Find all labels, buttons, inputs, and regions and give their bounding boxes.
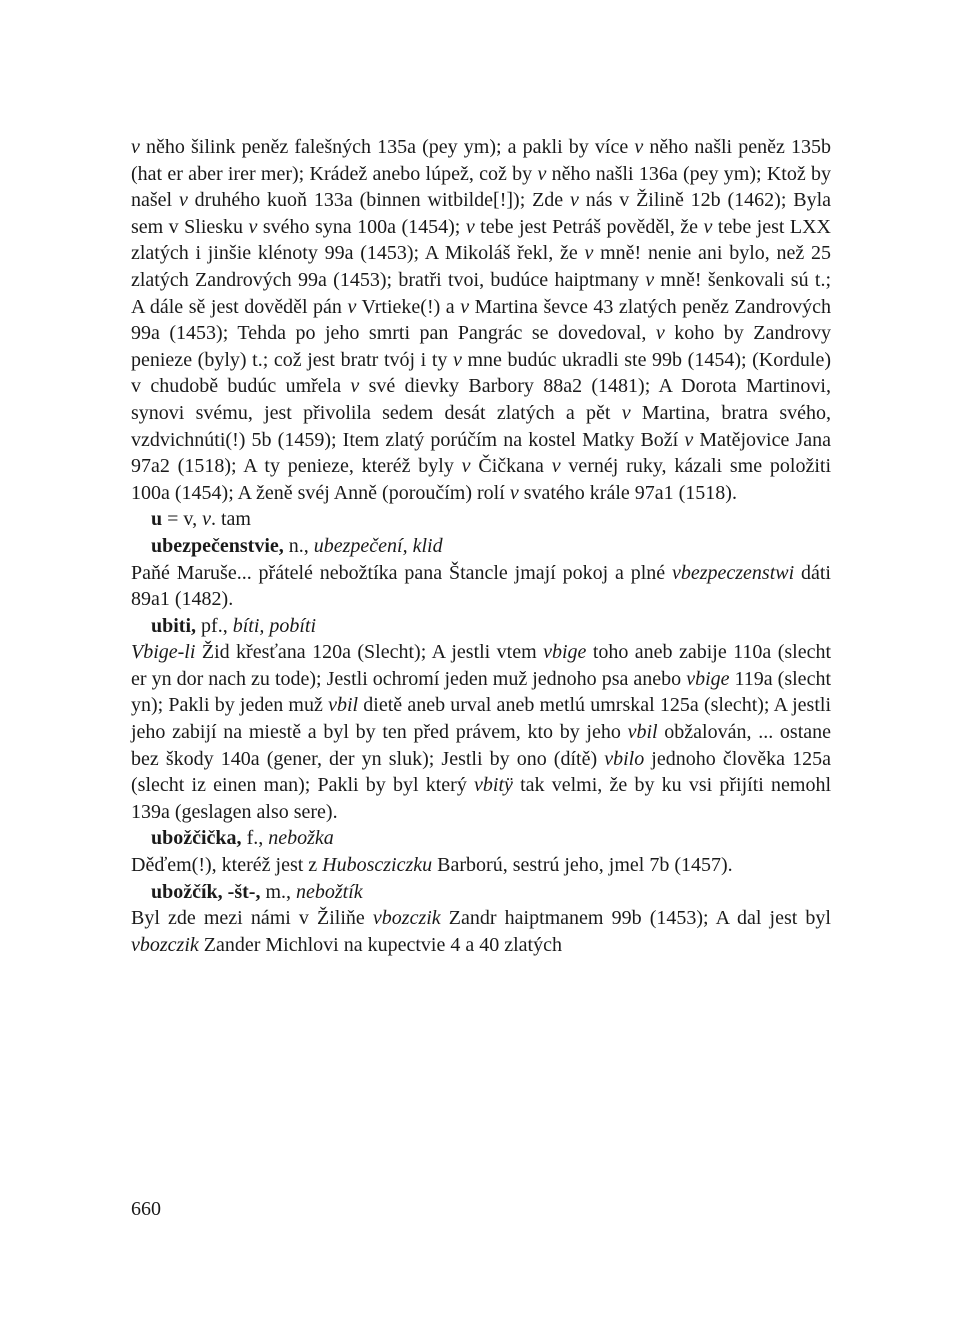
document-page	[131, 134, 831, 958]
dictionary-entries	[131, 506, 831, 958]
italic-text: vbige	[686, 667, 730, 690]
text-run: něho šilink peněz falešných 135a (pey ym); a pakli by více	[139, 136, 635, 158]
headword: ubezpečenstvie,	[151, 534, 284, 557]
grammar-label: = v,	[162, 508, 203, 531]
text-run: Vrtieke(!) a	[356, 295, 461, 318]
text-run: koho by Zandrovy penieze (byly) t.; což jest bratr tvój i ty	[131, 322, 831, 371]
grammar-label: pf.,	[196, 614, 233, 637]
page-number: 660	[131, 1198, 161, 1220]
italic-text: Huboscziczku	[322, 854, 433, 877]
text-run: mně! šenkovali sú t.; A dále sě jest dověděl pán	[131, 268, 832, 318]
entry-heading	[131, 506, 831, 533]
gloss: nebožtík	[296, 880, 363, 903]
grammar-label: f.,	[241, 827, 269, 850]
italic-text: vbezpeczenstwi	[671, 561, 795, 584]
italic-text: v	[460, 295, 470, 318]
text-run: tak velmi, že by ku vsi přijíti nemohl 139a (geslagen also sere).	[131, 774, 831, 823]
text-run: tebe jest Petráš pověděl, že	[474, 215, 704, 238]
italic-text: v	[465, 215, 475, 238]
italic-text: v	[634, 136, 644, 158]
gloss: v	[202, 508, 211, 531]
gloss-tail: . tam	[211, 508, 251, 531]
intro-paragraph	[131, 134, 831, 506]
italic-text: v	[461, 455, 471, 478]
entry-heading	[131, 879, 831, 906]
italic-text: v	[570, 189, 579, 212]
italic-text: v	[621, 401, 631, 424]
text-run: obžalován, ... ostane bez škody 140a (gener, der yn sluk); Jestli by ono (dítě)	[131, 721, 831, 770]
italic-text: vbil	[328, 694, 359, 717]
italic-text: vbil	[627, 721, 658, 744]
gloss: ubezpečení, klid	[313, 534, 443, 557]
text-run: něho našli 136a (pey ym); Ktož by našel	[131, 162, 832, 212]
italic-text: v	[551, 455, 561, 478]
italic-text: v	[537, 162, 547, 185]
text-run: tebe jest LXX zlatých i jinšie klénoty 99a (1453); A Mikoláš řekl, že	[131, 215, 832, 265]
italic-text: v	[645, 268, 655, 291]
italic-text: vbige	[543, 641, 587, 664]
italic-text: v	[655, 322, 665, 345]
text-run: svého syna 100a (1454);	[257, 215, 466, 238]
grammar-label: n.,	[283, 534, 314, 557]
italic-text: v	[684, 428, 694, 451]
entry-heading	[131, 825, 831, 852]
text-run: Martina, bratra svého, vzdvichnúti(!) 5b (1459); Item zlatý porúčím na kostel Matky Boží	[131, 401, 831, 451]
entry-example	[131, 852, 831, 879]
headword: ubožčík, -št-,	[151, 880, 261, 903]
text-run: Martina ševce 43 zlatých peněz Zandrových 99a (1453); Tehda po jeho smrti pan Pangrác se dovedoval,	[131, 295, 831, 345]
text-run: dietě aneb urval aneb metlú umrskal 125a (slecht); A jestli jeho zabijí na miestě a byl by ten před právem, kto by jeho	[131, 694, 831, 744]
italic-text: v	[703, 215, 713, 238]
italic-text: v	[350, 375, 360, 398]
entry-example	[131, 905, 831, 958]
headword: ubožčička,	[151, 827, 242, 850]
text-run: Zandr haiptmanem 99b (1453); A dal jest byl	[440, 907, 831, 930]
text-run: toho aneb zabije 110a (slecht er yn dor nach zu tode); Jestli ochromí jeden muž jednoho psa anebo	[131, 641, 832, 690]
entry-example	[131, 639, 831, 825]
headword: u	[151, 508, 163, 531]
text-run: Barború, sestrú jeho, jmel 7b (1457).	[432, 854, 733, 877]
grammar-label: m.,	[260, 880, 297, 903]
italic-text: vbitÿ	[474, 774, 513, 797]
text-run: své dievky Barbory 88a2 (1481); A Dorota Martinovi, synovi svému, jest přivolila sedem desát zlatých a pět	[131, 375, 831, 424]
italic-text: v	[347, 295, 357, 318]
italic-text: v	[178, 189, 188, 212]
gloss: bíti, pobíti	[232, 614, 317, 637]
headword: ubiti,	[151, 614, 197, 637]
text-run: Paňé Maruše... přátelé nebožtíka pana Štancle jmají pokoj a plné	[131, 561, 672, 584]
italic-text: v	[584, 242, 594, 265]
text-run: mně! nenie ani bylo, než 25 zlatých Zandrových 99a (1453); bratři tvoi, budúce haiptmany	[131, 242, 831, 291]
italic-text: v	[452, 348, 462, 371]
text-run: nás v Žilině 12b (1462); Byla sem v Sliesku	[131, 189, 832, 238]
text-run: 119a (slecht yn); Pakli by jeden muž	[131, 667, 831, 717]
text-run: Byl zde mezi námi v Žiliňe	[131, 907, 373, 930]
text-run: druhého kuoň 133a (binnen witbilde[!]); Zde	[187, 189, 571, 212]
text-run: svatého krále 97a1 (1518).	[518, 481, 737, 504]
text-run: Děďem(!), kteréž jest z	[131, 854, 323, 877]
italic-text: Vbige-li	[131, 641, 196, 664]
gloss: nebožka	[268, 827, 334, 850]
entry-heading	[131, 613, 831, 640]
entry-heading	[131, 533, 831, 560]
text-run: vernéj ruky, kázali sme položiti 100a (1454); A ženě svéj Anně (poroučím) rolí	[131, 455, 831, 504]
text-run: Zander Michlovi na kupectvie 4 a 40 zlatých	[198, 933, 562, 956]
text-run: Matějovice Jana 97a2 (1518); A ty penieze, kteréž byly	[131, 428, 832, 478]
text-run: něho našli peněz 135b (hat er aber irer mer); Krádež anebo lúpež, což by	[131, 136, 831, 185]
text-run: Žid křesťana 120a (Slecht); A jestli vtem	[195, 641, 544, 664]
italic-text: vbozczik	[372, 907, 441, 930]
text-run: dáti 89a1 (1482).	[131, 561, 831, 611]
italic-text: vbozczik	[131, 933, 199, 956]
text-run: jednoho člověka 125a (slecht iz einen man); Pakli by byl který	[131, 747, 831, 797]
italic-text: vbilo	[604, 747, 645, 770]
entry-example	[131, 560, 831, 613]
italic-text: v	[248, 215, 258, 238]
text-run: Čičkana	[470, 455, 552, 478]
italic-text: v	[131, 136, 140, 158]
text-run: mne budúc ukradli ste 99b (1454); (Kordule) v chudobě budúc umřela	[131, 348, 831, 398]
italic-text: v	[509, 481, 519, 504]
